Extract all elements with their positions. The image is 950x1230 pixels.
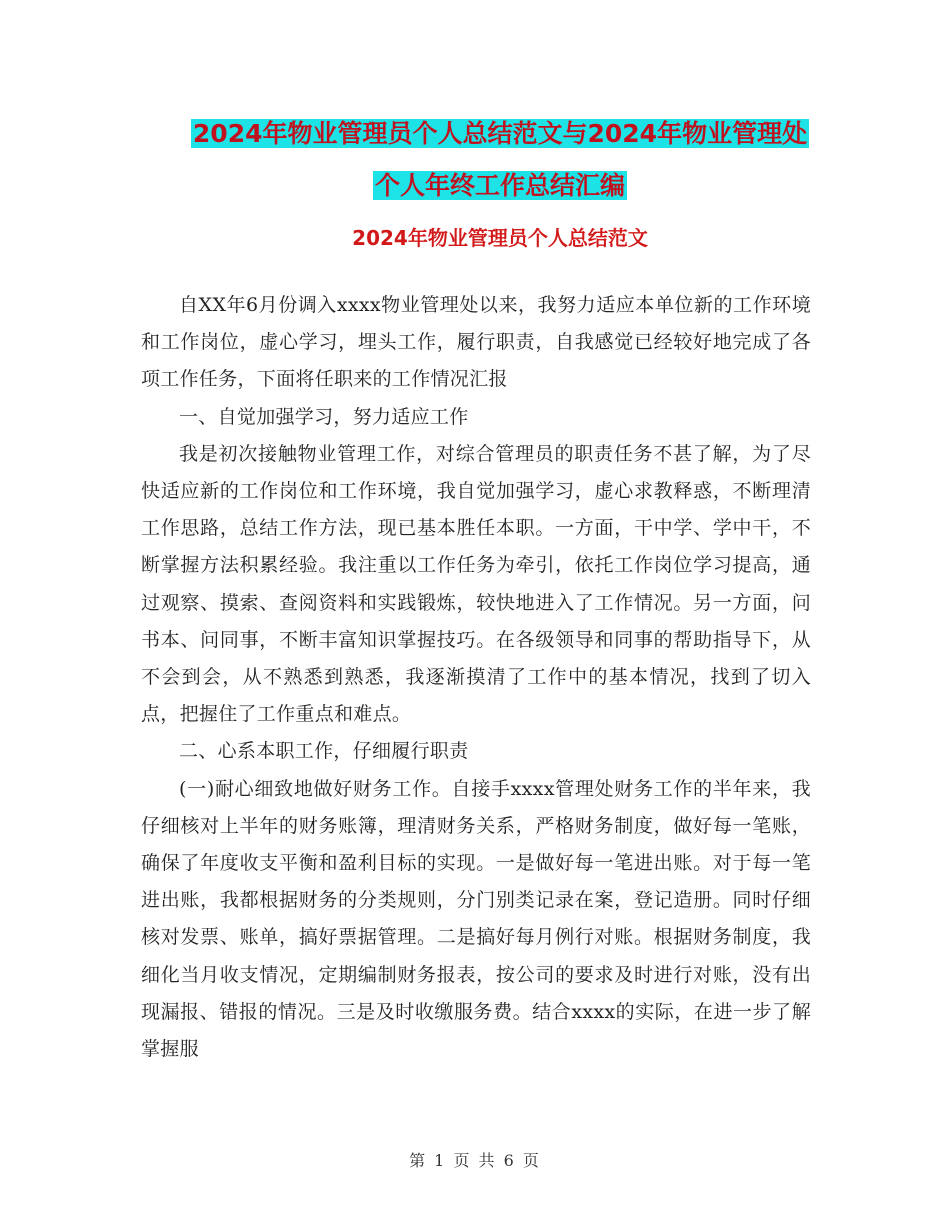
- heading-two: 二、心系本职工作，仔细履行职责: [179, 740, 469, 763]
- title-line-2: [140, 160, 860, 212]
- page-footer: 第 1 页 共 6 页: [409, 1151, 541, 1170]
- section-title: 2024年物业管理员个人总结范文: [352, 226, 648, 250]
- paragraph-intro: 自XX年6月份调入xxxx物业管理处以来，我努力适应本单位新的工作环境和工作岗位，虚心学习，埋头工作，履行职责，自我感觉已经较好地完成了各项工作任务，下面将任职来的工作情况汇报: [141, 294, 811, 391]
- document-body: [141, 287, 811, 1068]
- paragraph-finance: (一)耐心细致地做好财务工作。自接手xxxx管理处财务工作的半年来，我仔细核对上半年的财务账簿，理清财务关系，严格财务制度，做好每一笔账，确保了年度收支平衡和盈利目标的实现。一是做好每一笔进出账。对于每一笔进出账，我都根据财务的分类规则，分门别类记录在案，登记造册。同时仔细核对发票、账单，搞好票据管理。二是搞好每月例行对账。根据财务制度，我细化当月收支情况，定期编制财务报表，按公司的要求及时进行对账，没有出现漏报、错报的情况。三是及时收缴服务费。结合xxxx的实际，在进一步了解掌握服: [141, 777, 811, 1061]
- title-line-2-text: 个人年终工作总结汇编: [374, 171, 625, 200]
- document-title: [140, 108, 860, 212]
- title-line-1: [140, 108, 860, 160]
- heading-one: 一、自觉加强学习，努力适应工作: [179, 405, 469, 428]
- title-line-1-text: 2024年物业管理员个人总结范文与2024年物业管理处: [192, 119, 808, 148]
- paragraph-learning: 我是初次接触物业管理工作，对综合管理员的职责任务不甚了解，为了尽快适应新的工作岗位和工作环境，我自觉加强学习，虚心求教释惑，不断理清工作思路，总结工作方法，现已基本胜任本职。一方面，干中学、学中干，不断掌握方法积累经验。我注重以工作任务为牵引，依托工作岗位学习提高，通过观察、摸索、查阅资料和实践锻炼，较快地进入了工作情况。另一方面，问书本、问同事，不断丰富知识掌握技巧。在各级领导和同事的帮助指导下，从不会到会，从不熟悉到熟悉，我逐渐摸清了工作中的基本情况，找到了切入点，把握住了工作重点和难点。: [141, 442, 811, 726]
